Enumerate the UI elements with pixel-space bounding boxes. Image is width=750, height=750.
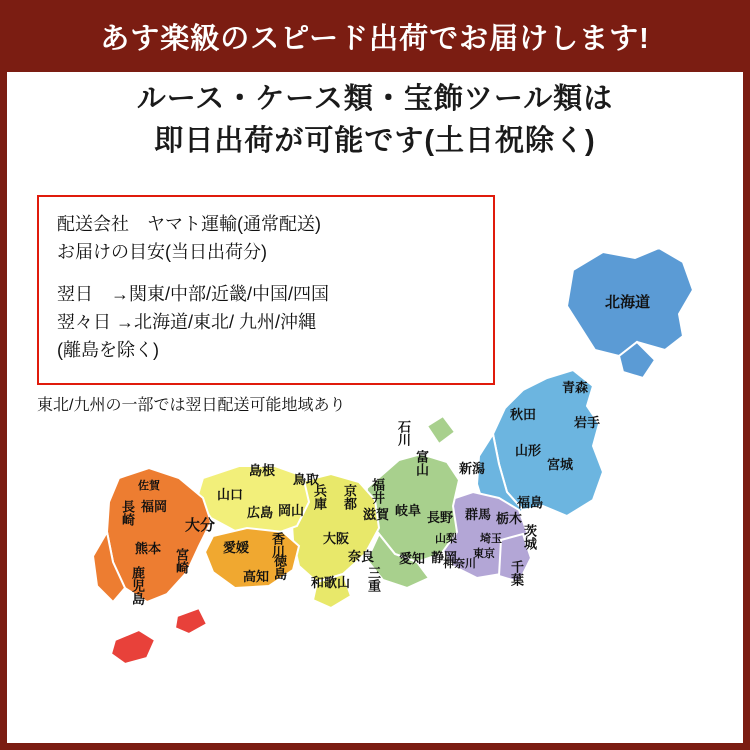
pref-label-yamagata: 山形 — [515, 443, 542, 458]
pref-label-fukuoka: 福岡 — [141, 499, 168, 514]
pref-label-mie: 三重 — [366, 566, 381, 592]
shipping-info-box — [37, 195, 495, 385]
pref-label-akita: 秋田 — [510, 407, 537, 422]
pref-label-kanagawa: 神奈川 — [443, 558, 476, 570]
pref-label-shimane: 島根 — [249, 463, 276, 478]
pref-label-shiga: 滋賀 — [363, 507, 390, 522]
pref-label-nagano: 長野 — [427, 510, 454, 525]
headline-line-1: ルース・ケース類・宝飾ツール類は — [136, 83, 614, 115]
pref-label-toyama: 富山 — [414, 450, 429, 476]
pref-label-ibaraki: 茨城 — [522, 524, 537, 550]
pref-label-oita: 大分 — [185, 517, 216, 534]
pref-label-nagasaki: 長崎 — [120, 500, 135, 526]
pref-label-tottori: 鳥取 — [293, 472, 320, 487]
map-region-hokkaido — [567, 248, 693, 378]
pref-label-saga: 佐賀 — [138, 480, 160, 492]
pref-label-fukushima: 福島 — [517, 495, 544, 510]
pref-label-fukui: 福井 — [370, 478, 385, 504]
pref-label-nara: 奈良 — [348, 549, 375, 564]
pref-label-tokushima: 徳島 — [272, 554, 287, 580]
pref-label-gunma: 群馬 — [465, 507, 492, 522]
pref-label-miyagi: 宮城 — [547, 457, 574, 472]
pref-label-osaka: 大阪 — [323, 531, 350, 546]
delivery-note: 東北/九州の一部では翌日配送可能地域あり — [37, 397, 346, 414]
pref-label-ishikawa: 石川 — [396, 420, 411, 446]
pref-label-hokkaido: 北海道 — [605, 294, 651, 311]
pref-label-kyoto: 京都 — [342, 484, 357, 510]
pref-label-hiroshima: 広島 — [247, 505, 274, 520]
pref-label-tochigi: 栃木 — [496, 511, 523, 526]
header-banner — [0, 0, 750, 72]
pref-label-niigata: 新潟 — [459, 461, 486, 476]
map-region-okinawa — [111, 608, 207, 664]
pref-label-hyogo: 兵庫 — [312, 484, 327, 510]
pref-label-tokyo: 東京 — [473, 548, 495, 560]
pref-label-yamanashi: 山梨 — [435, 533, 457, 545]
pref-label-chiba: 千葉 — [509, 560, 524, 586]
pref-label-ehime: 愛媛 — [223, 540, 250, 555]
pref-label-kagoshima: 鹿児島 — [130, 566, 145, 605]
pref-label-aomori: 青森 — [562, 380, 589, 395]
pref-label-kochi: 高知 — [243, 569, 270, 584]
pref-label-miyazaki: 宮崎 — [174, 548, 189, 574]
remote-islands-line: (離島を除く) — [57, 339, 159, 360]
banner-text: あす楽級のスピード出荷でお届けします! — [100, 22, 650, 55]
pref-label-yamaguchi: 山口 — [217, 487, 244, 502]
headline-line-2: 即日出荷が可能です(土日祝除く) — [154, 125, 596, 158]
page-title — [7, 78, 743, 162]
pref-label-aichi: 愛知 — [399, 551, 426, 566]
info-spacer — [57, 267, 477, 281]
pref-label-kagawa: 香川 — [270, 532, 285, 558]
two-day-line: 翌々日 →北海道/東北/ 九州/沖縄 — [57, 311, 317, 332]
pref-label-shizuoka: 静岡 — [431, 550, 458, 565]
pref-label-iwate: 岩手 — [574, 415, 601, 430]
pref-label-kumamoto: 熊本 — [135, 541, 162, 556]
pref-label-okayama: 岡山 — [278, 503, 305, 518]
pref-label-saitama: 埼玉 — [480, 533, 502, 545]
pref-label-gifu: 岐阜 — [395, 503, 422, 518]
carrier-line: 配送会社 ヤマト運輸(通常配送) — [57, 214, 321, 234]
delivery-estimate-line: お届けの目安(当日出荷分) — [57, 241, 267, 262]
next-day-line: 翌日 →関東/中部/近畿/中国/四国 — [57, 283, 330, 304]
pref-label-wakayama: 和歌山 — [311, 575, 351, 590]
